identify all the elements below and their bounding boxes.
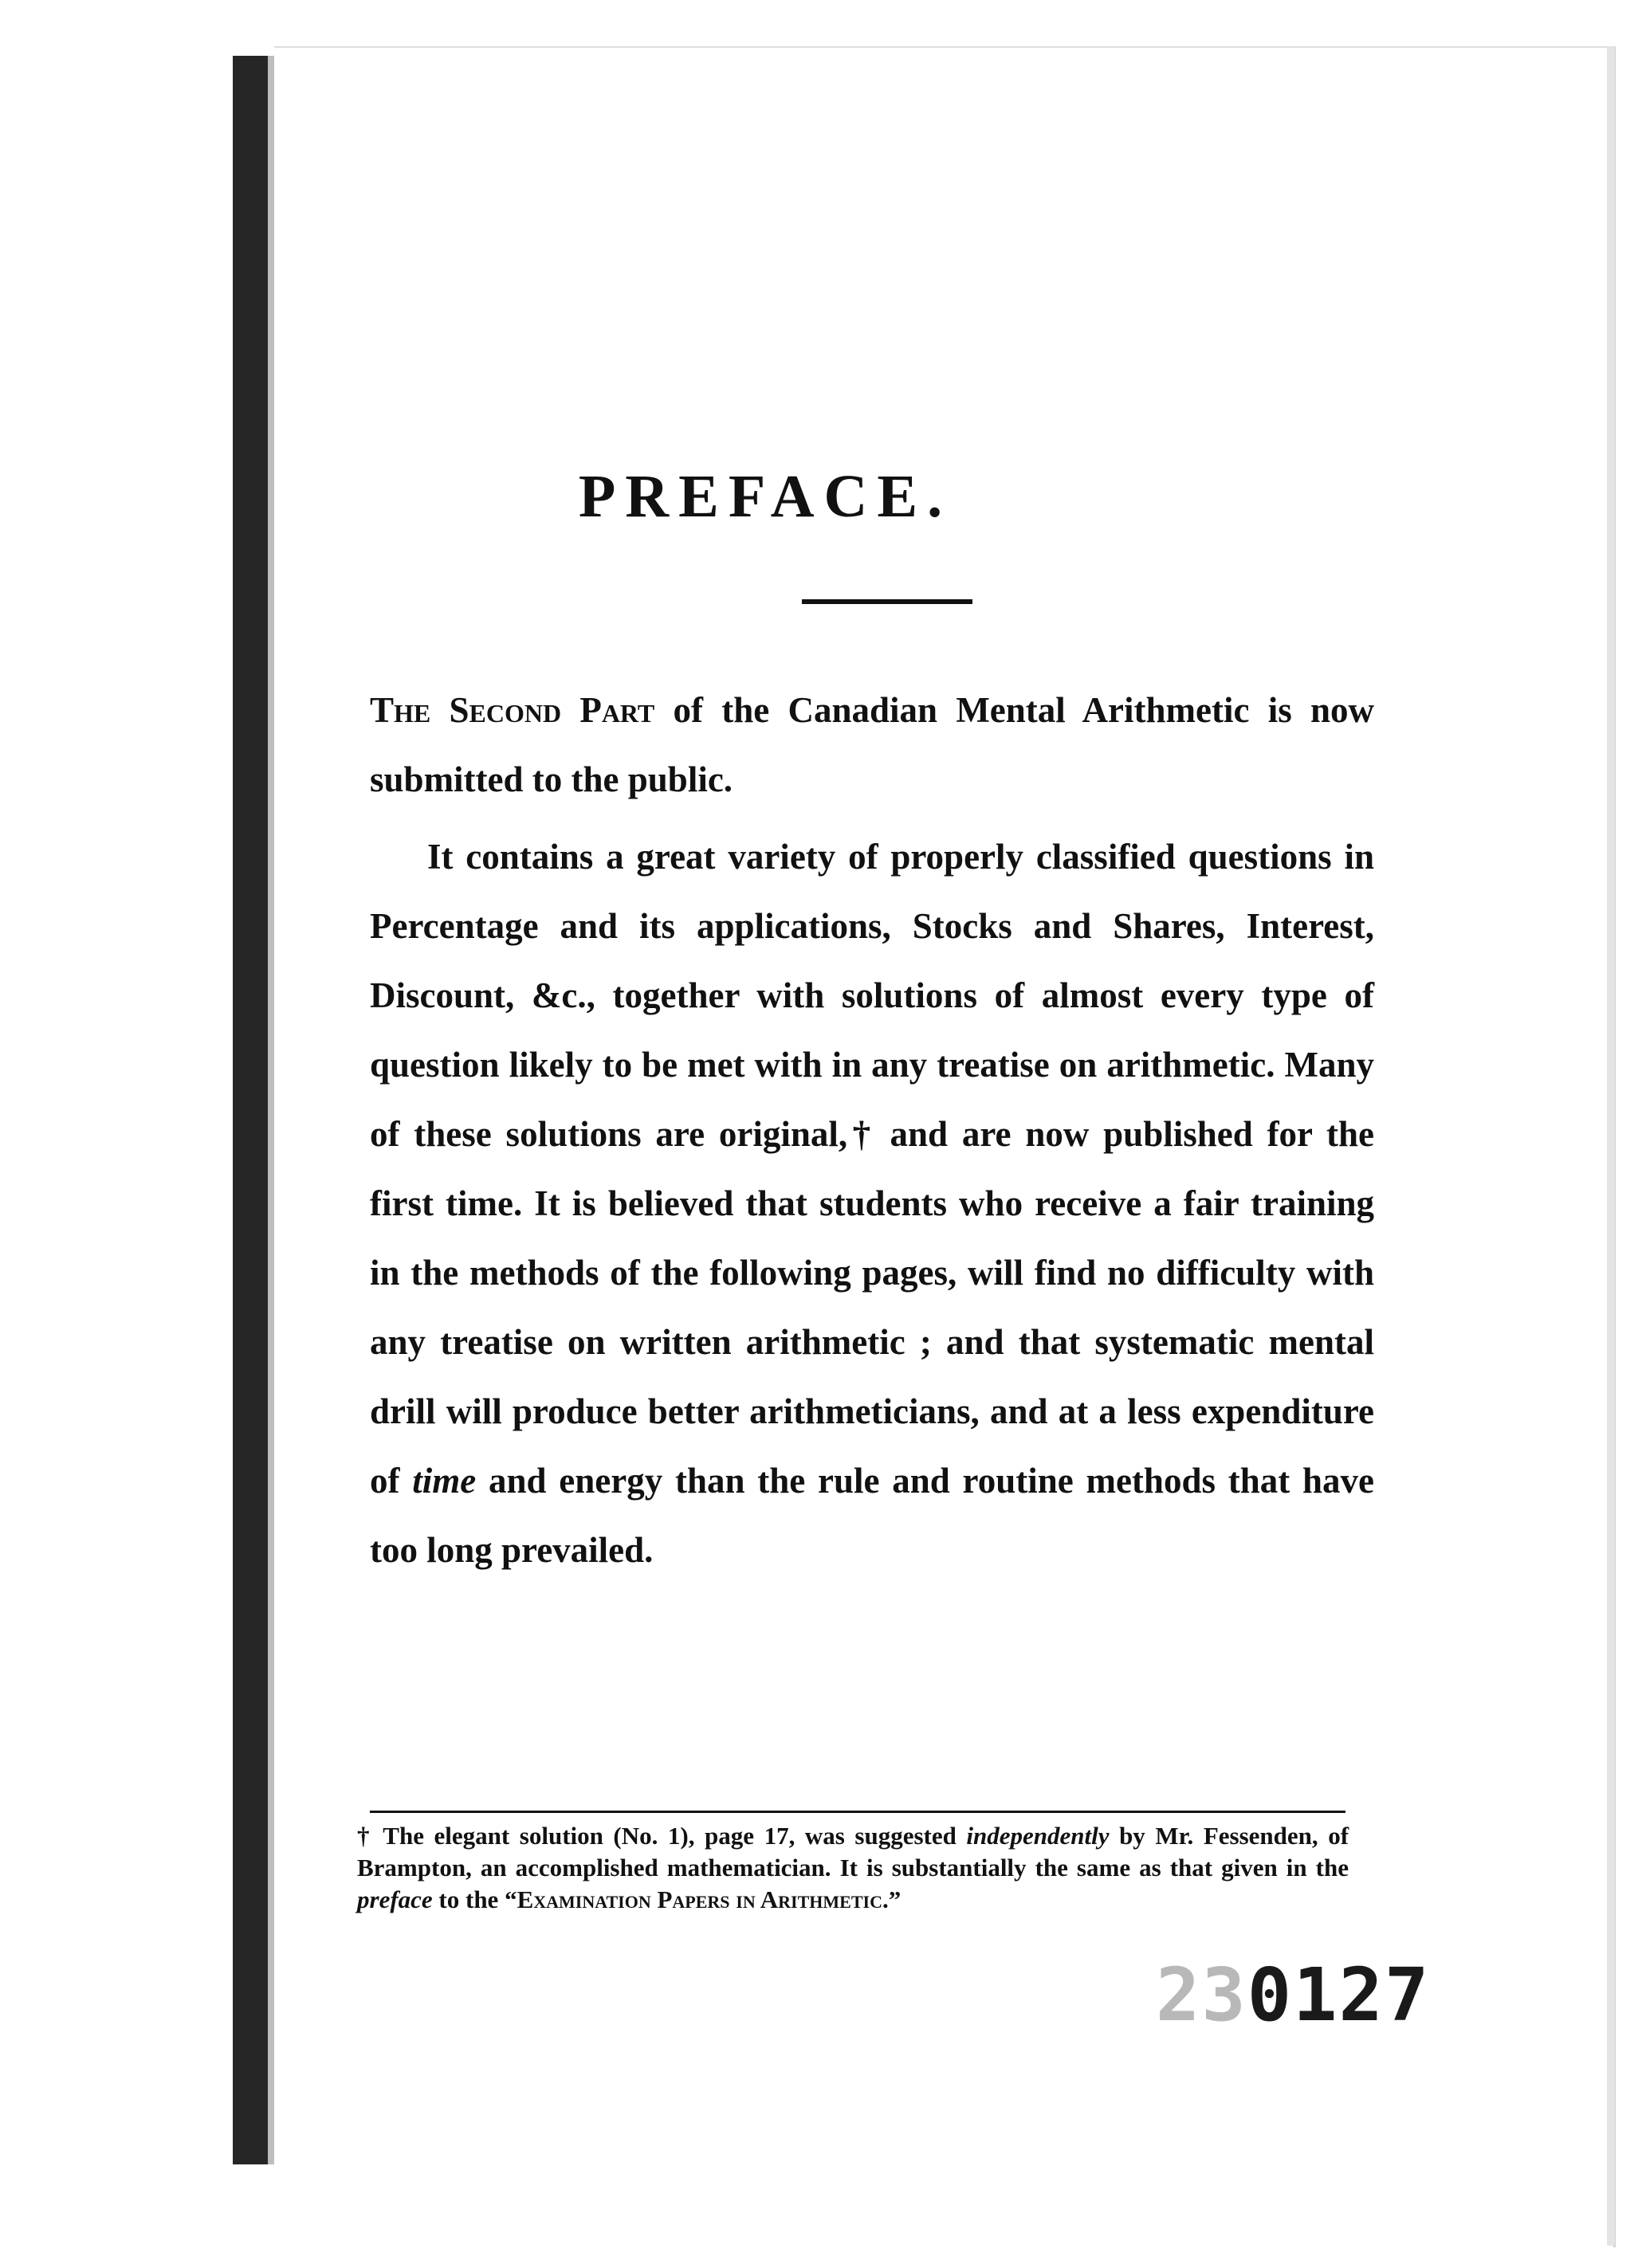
paragraph-2-text-a: It contains a great variety of properly classified questions in Percentage and its applications, Stocks and Shares, Interest, Discount, &c., together with solutions of almost every type of question likely to be met with in any treatise on arithmetic. Many of these solutions are original, bbox=[370, 837, 1374, 1154]
paragraph-2-text-b: and are now published for the first time. It is believed that students who receive a fair training in the methods of the following pages, will find no difficulty with any treatise on written arithmetic ; and that systematic mental drill will produce better arithmeticians, and at a less expenditure of bbox=[370, 1114, 1375, 1501]
gutter-edge bbox=[268, 56, 274, 2164]
dagger-mark: † bbox=[847, 1114, 876, 1154]
stamp-faded-digits: 23 bbox=[1156, 1952, 1247, 2038]
paragraph-1-lead: The Second Part bbox=[370, 690, 655, 730]
footnote-text-4: .” bbox=[882, 1885, 902, 1913]
catalog-stamp bbox=[1156, 1952, 1430, 2038]
footnote-mark: † bbox=[357, 1822, 374, 1850]
footnote bbox=[357, 1820, 1349, 1916]
book-gutter bbox=[233, 56, 268, 2164]
footnote-text-1: The elegant solution (No. 1), page 17, was suggested bbox=[373, 1822, 967, 1850]
footnote-text-2: by Mr. Fessenden, of Brampton, an accomplished mathematician. It is substantially the same as that given in the bbox=[357, 1822, 1349, 1881]
footnote-emphasis-2: preface bbox=[357, 1885, 433, 1913]
stamp-digits: 0127 bbox=[1247, 1952, 1431, 2038]
footnote-emphasis-1: independently bbox=[966, 1822, 1110, 1850]
footnote-book-title: Examination Papers in Arithmetic bbox=[517, 1885, 882, 1913]
footnote-text-3: to the “ bbox=[432, 1885, 517, 1913]
title-rule bbox=[802, 599, 972, 604]
preface-body bbox=[370, 676, 1374, 1585]
paragraph-2-text-c: and energy than the rule and routine methods that have too long prevailed. bbox=[370, 1461, 1374, 1570]
paragraph-1-text: of the Canadian Mental Arithmetic is now submitted to the public. bbox=[370, 690, 1374, 799]
paragraph-2 bbox=[370, 822, 1374, 1585]
left-page bbox=[0, 0, 231, 2268]
paragraph-1 bbox=[370, 676, 1374, 814]
paragraph-2-emphasis: time bbox=[412, 1461, 477, 1501]
footnote-rule bbox=[370, 1811, 1345, 1813]
page-edge bbox=[1607, 46, 1615, 2246]
page-title: PREFACE. bbox=[578, 463, 953, 530]
